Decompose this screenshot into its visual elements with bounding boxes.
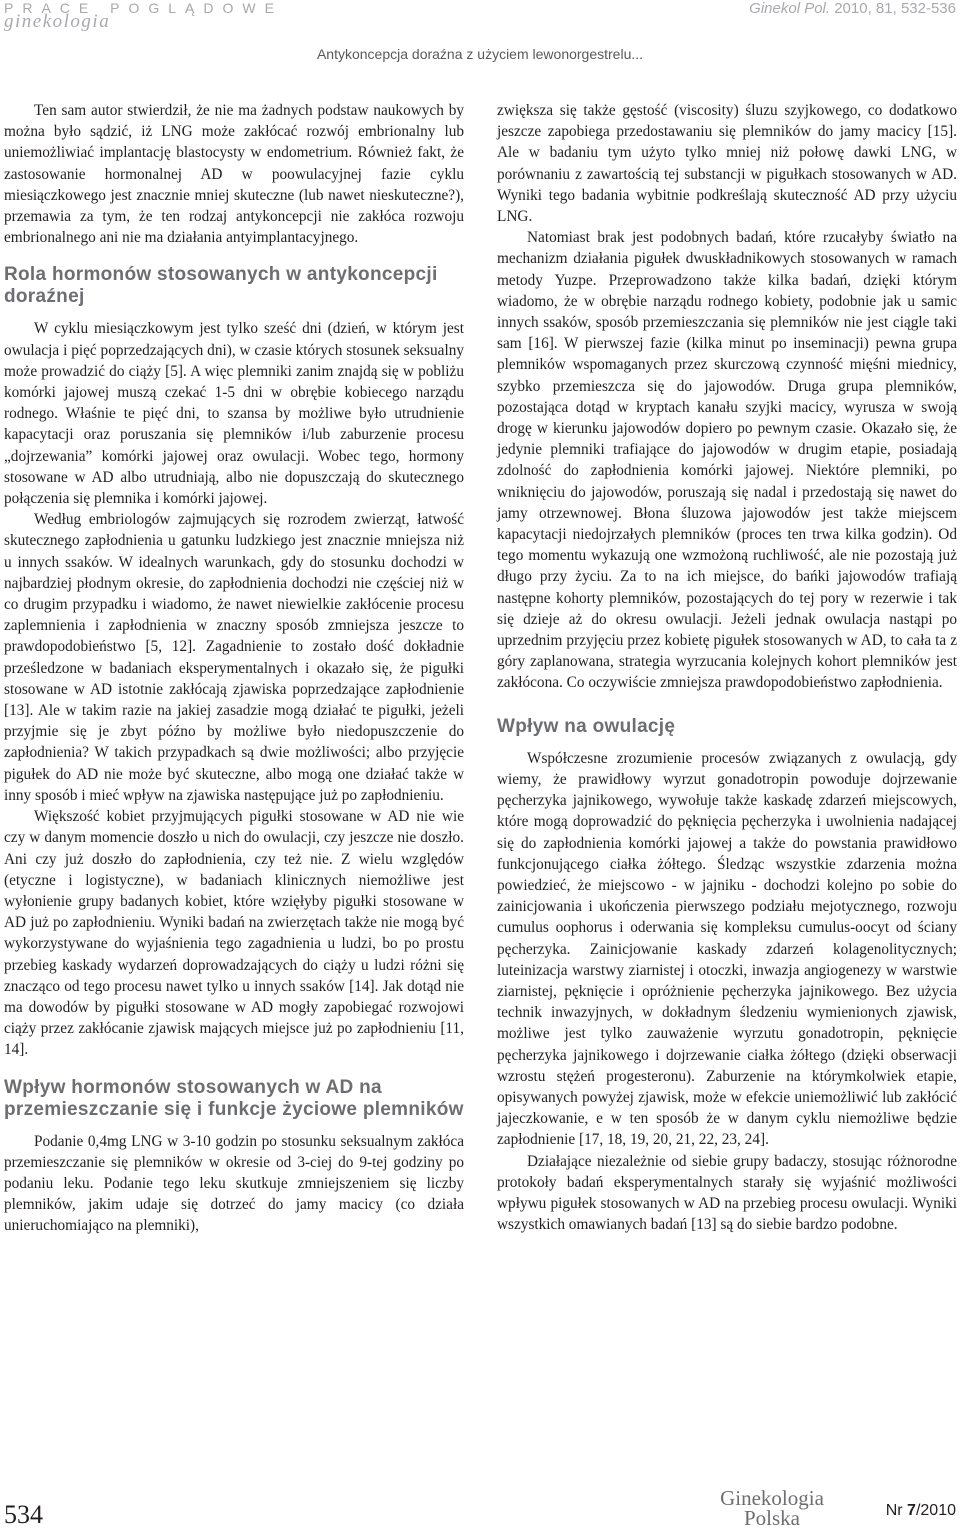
paragraph: zwiększa się także gęstość (viscosity) śluzu szyjkowego, co dodatkowo jeszcze zapobiega przedostawaniu się plemników do jamy macicy [15]. Ale w badaniu tym użyto tylko mniej niż połowę dawki LNG, w porównaniu z zawartością tej substancji w pigułkach stosowanych w AD. Wyniki tego badania wybitnie podkreślają skuteczność AD przy użyciu LNG. [497, 102, 957, 226]
section-heading: Wpływ hormonów stosowanych w AD na przemieszczanie się i funkcje życiowe plemników [4, 1076, 464, 1120]
running-title: Antykoncepcja doraźna z użyciem lewonorgestrelu... [316, 46, 644, 62]
journal-logo [712, 1488, 832, 1528]
citation-details: 2010, 81, 532-536 [834, 0, 956, 17]
section-heading: Rola hormonów stosowanych w antykoncepcji doraźnej [4, 264, 438, 308]
issue-year: /2010 [915, 1502, 956, 1519]
logo-line1: Ginekologia [720, 1486, 824, 1510]
section-label: PRACE POGLĄDOWE [4, 0, 283, 16]
logo-line2: Polska [743, 1506, 800, 1530]
issue-num: 7 [907, 1502, 916, 1519]
journal-name: ginekologia [4, 11, 111, 32]
right-column [497, 100, 957, 1235]
paragraph: Według embriologów zajmujących się rozrodem zwierząt, łatwość skutecznego zapłodnienia u gatunku ludzkiego jest znacznie mniejsza niż u innych ssaków. W idealnych warunkach, gdy do stosunku dochodzi w najbardziej płodnym okresie, do zapłodnienia dochodzi nie częściej niż w co drugim przypadku i wiadomo, że nawet niewielkie zakłócenie procesu zaplemnienia i zapłodnienia w znaczny sposób zmniejsza jeszcze to prawdopodobieństwo [5, 12]. Zagadnienie to zostało dość dokładnie prześledzone w badaniach eksperymentalnych i okazało się, że pigułki stosowane w AD istotnie zakłócają zjawiska poprzedzające zapłodnienie [13]. Ale w takim razie na jakiej zasadzie mogą działać te pigułki, jeżeli przyjmie się je zbyt późno by możliwe było niedopuszczenie do zapłodnienia? W takich przypadkach są dwie możliwości; albo przyjęcie pigułek do AD nie może być skuteczne, albo mogą one działać także w inny sposób i mieć wpływ na zjawiska następujące już po zapłodnieniu. [4, 511, 464, 804]
paragraph: Działające niezależnie od siebie grupy badaczy, stosując różnorodne protokoły badań eksperymentalnych starały się wyjaśnić możliwości wpływu pigułek stosowanych w AD na przebieg procesu owulacji. Wyniki wszystkich omawianych badań [13] są do siebie bardzo podobne. [497, 1152, 957, 1234]
page-number: 534 [4, 1500, 43, 1529]
citation-journal: Ginekol Pol. [749, 0, 831, 17]
issue-number [886, 1502, 956, 1520]
paragraph: Natomiast brak jest podobnych badań, które rzucałyby światło na mechanizm działania pigułek dwuskładnikowych stosowanych w ramach metody Yuzpe. Przeprowadzono także kilka badań, dzięki którym wiadomo, że w obrębie narządu rodnego kobiety, podobnie jak u samic innych ssaków, sposób przemieszczania się plemników nie jest ciągle taki sam [16]. W pierwszej fazie (kilka minut po inseminacji) pewna grupa plemników wspomaganych przez skurczową czynność mięśni miednicy, szybko przemieszcza się do jajowodów. Druga grupa plemników, pozostająca dotąd w kryptach kanału szyjki macicy, wyrusza w swoją drogę w kierunku jajowodów dopiero po pewnym czasie. Okazało się, że jedynie plemniki trafiające do jajowodów w drugim etapie, posiadają zdolność do zapłodnienia komórki jajowej. Niektóre plemniki, po wniknięciu do jajowodów, poruszają się nadal i przedostają się nawet do jamy otrzewnowej. Błona śluzowa jajowodów jest także miejscem kapacytacji niedojrzałych plemników (proces ten trwa kilka godzin). Od tego momentu wykazują one wzmożoną ruchliwość, ale nie pozostają już długo przy życiu. Za to na ich miejsce, do bańki jajowodów trafiają następne kohorty plemników, pozostających do tej pory w rezerwie i tak się dzieje aż do okresu owulacji. Jeżeli jednak owulacja nastąpi po uprzednim przyjęciu przez kobietę pigułek stosowanych w AD, to cała ta z góry zaplanowana, strategia wyrzucania kolejnych kohort plemników jest zakłócona. Co oczywiście zmniejsza prawdopodobieństwo zapłodnienia. [497, 229, 957, 692]
citation [749, 0, 956, 17]
paragraph: Ten sam autor stwierdził, że nie ma żadnych podstaw naukowych by można było sądzić, iż LNG może zakłócać rozwój embrionalny lub uniemożliwiać implantację blastocysty w endometrium. Również fakt, że zastosowanie hormonalnej AD w poowulacyjnej fazie cyklu miesiączkowego jest znacznie mniej skuteczne (lub nawet nieskuteczne?), przemawia za tym, że ten rodzaj antykoncepcji nie zakłóca rozwoju embrionalnego ani nie ma działania antyimplantacyjnego. [4, 102, 464, 247]
issue-prefix: Nr [885, 1502, 903, 1519]
paragraph: Współczesne zrozumienie procesów związanych z owulacją, gdy wiemy, że prawidłowy wyrzut gonadotropin powoduje dojrzewanie pęcherzyka jajnikowego, wywołuje także kaskadę zdarzeń miejscowych, które mogą doprowadzić do pęknięcia pęcherzyka i uwolnienia nadającej się do zapłodnienia komórki jajowej a także do powstania prawidłowo funkcjonującego ciałka żółtego. Śledząc wszystkie zdarzenia można powiedzieć, że miejscowo - w jajniku - dochodzi kolejno po sobie do zainicjowania i ukończenia pierwszego podziału mejotycznego, rozwoju cumulus oophorus i oderwania się kompleksu cumulus-oocyt od ściany pęcherzyka. Zainicjowanie kaskady zdarzeń kolagenolitycznych; luteinizacja warstwy ziarnistej i otoczki, inwazja angiogenezy w warstwie ziarnistej, pęknięcie i opróżnienie pęcherzyka jajnikowego. Bez użycia technik inwazyjnych, w dokładnym śledzeniu wymienionych zjawisk, możliwe jest tylko zauważenie wyrzutu gonadotropin, pęknięcie pęcherzyka jajnikowego i dojrzewanie ciałka żółtego (dzięki obserwacji wzrostu stężeń progesteronu). Zaburzenie na którymkolwiek etapie, opisywanych powyżej zjawisk, może w efekcie uniemożliwić lub zakłócić jajeczkowanie, e w ten sposób że w danym cyklu niemożliwe będzie zapłodnienie [17, 18, 19, 20, 21, 22, 23, 24]. [497, 749, 957, 1149]
paragraph: Podanie 0,4mg LNG w 3-10 godzin po stosunku seksualnym zakłóca przemieszczanie się plemników w okresie od 3-ciej do 9-tej godziny po podaniu leku. Podanie tego leku skutkuje zmniejszeniem się liczby plemników, jakim udaje się dotrzeć do jamy macicy (co działa unieruchomiająco na plemniki), [4, 1132, 464, 1235]
paragraph: Większość kobiet przyjmujących pigułki stosowane w AD nie wie czy w danym momencie doszło u nich do owulacji, czy jeszcze nie doszło. Ani czy już doszło do zapłodnienia, czy też nie. Z wielu względów (etyczne i logistyczne), w badaniach klinicznych niemożliwe jest wyłonienie grupy badanych kobiet, które wzięłyby pigułki stosowane w AD już po zapłodnieniu. Wyniki badań na zwierzętach także nie mogą być wykorzystywane do wyjaśnienia tego zagadnienia u ludzi, bo po prostu przebieg kaskady wydarzeń doprowadzających do ciąży u ludzi różni się znacząco od tego procesu nawet tylko u innych ssaków [14]. Jak dotąd nie ma dowodów by pigułki stosowane w AD mogły zapobiegać rozwojowi ciąży przez zakłócanie zjawisk mających miejsce już po zapłodnieniu [11, 14]. [4, 808, 464, 1059]
paragraph: W cyklu miesiączkowym jest tylko sześć dni (dzień, w którym jest owulacja i pięć poprzedzających dni), w czasie których stosunek seksualny może prowadzić do ciąży [5]. A więc plemniki zanim znajdą się w pobliżu komórki jajowej muszą czekać 1-5 dni w obrębie kobiecego narządu rodnego. Właśnie te pięć dni, to szansa by możliwe było utrudnienie kapacytacji oraz poruszania się plemników i/lub zaburzenie procesu „dojrzewania” komórki jajowej oraz owulacji. Wobec tego, hormony stosowane w AD albo utrudniają, albo nie dopuszczają do skutecznego połączenia się plemnika i komórki jajowej. [4, 320, 464, 508]
section-heading: Wpływ na owulację [497, 715, 676, 737]
page-header [0, 0, 960, 70]
page-footer [0, 1480, 960, 1529]
left-column [4, 100, 464, 1237]
